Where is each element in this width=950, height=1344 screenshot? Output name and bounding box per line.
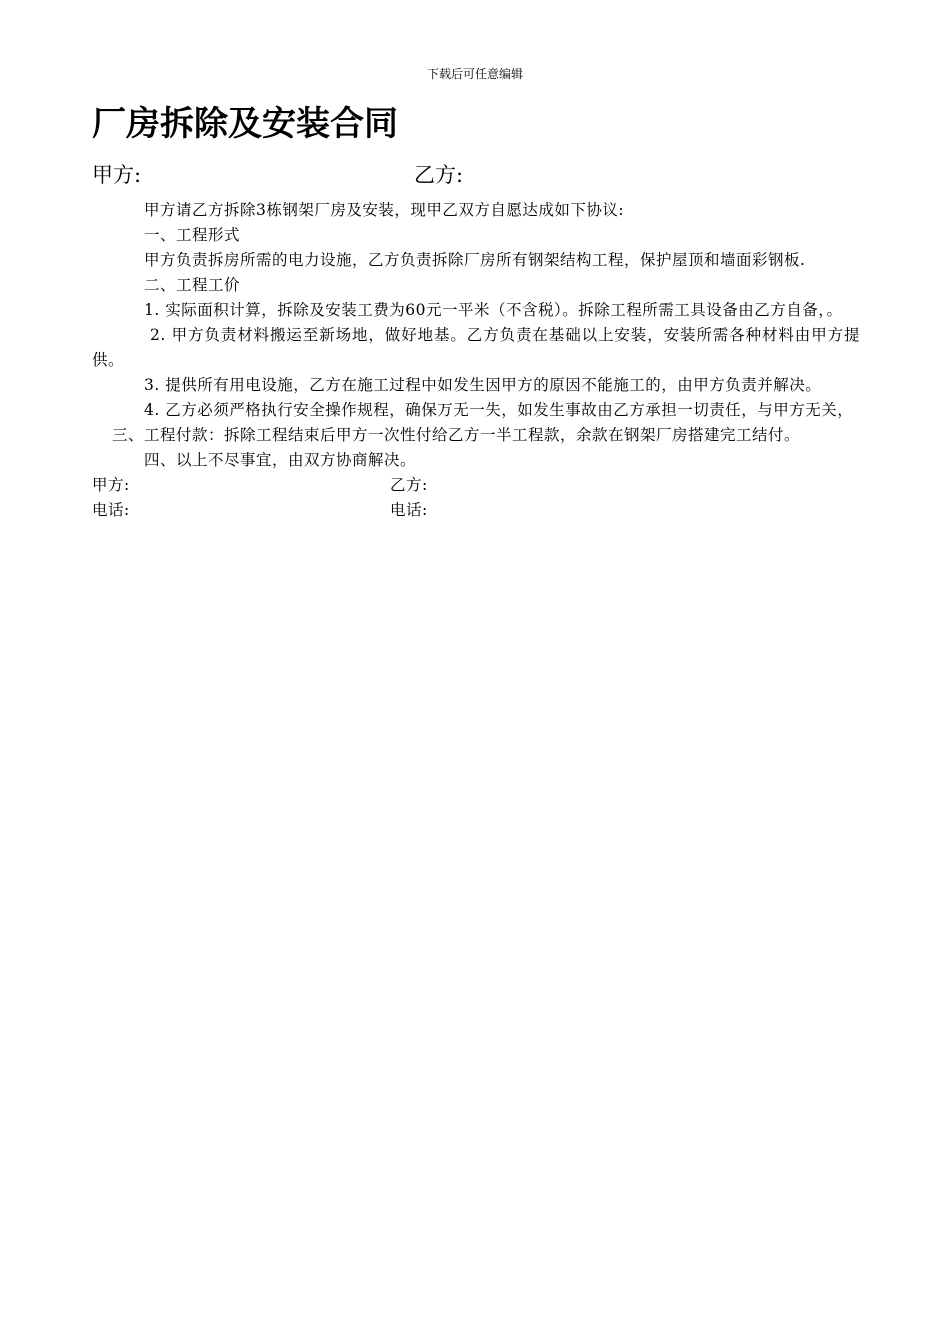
phone-row <box>92 498 860 523</box>
section-2-item-3: 3. 提供所有用电设施，乙方在施工过程中如发生因甲方的原因不能施工的，由甲方负责并解决。 <box>144 376 822 394</box>
section-2-item-2: 2. 甲方负责材料搬运至新场地，做好地基。乙方负责在基础以上安装，安装所需各种材料由甲方提供。 <box>92 326 860 369</box>
section-2-item-1: 1. 实际面积计算，拆除及安装工费为60元一平米（不含税）。拆除工程所需工具设备由乙方自备，。 <box>144 301 843 319</box>
signature-party-a: 甲方: <box>92 476 130 494</box>
party-a-label: 甲方: <box>92 163 142 187</box>
section-2-item-4: 4. 乙方必须严格执行安全操作规程，确保万无一失，如发生事故由乙方承担一切责任，与甲方无关， <box>144 401 854 419</box>
section-4: 四、以上不尽事宜，由双方协商解决。 <box>144 451 417 469</box>
signature-party-b: 乙方: <box>390 476 428 494</box>
section-1-heading: 一、工程形式 <box>144 226 241 244</box>
intro-paragraph: 甲方请乙方拆除3栋钢架厂房及安装，现甲乙双方自愿达成如下协议: <box>144 201 625 219</box>
section-1-body: 甲方负责拆房所需的电力设施，乙方负责拆除厂房所有钢架结构工程，保护屋顶和墙面彩钢板. <box>144 251 806 269</box>
header-note: 下载后可任意编辑 <box>426 67 523 81</box>
section-3: 三、工程付款：拆除工程结束后甲方一次性付给乙方一半工程款，余款在钢架厂房搭建完工结付。 <box>112 426 801 444</box>
document-title: 厂房拆除及安装合同 <box>92 104 398 144</box>
phone-party-a: 电话: <box>92 501 130 519</box>
section-2-heading: 二、工程工价 <box>144 276 241 294</box>
contract-body <box>92 198 860 523</box>
party-row <box>92 160 862 190</box>
party-b-label: 乙方: <box>414 163 464 187</box>
signature-row <box>92 473 860 498</box>
phone-party-b: 电话: <box>390 501 428 519</box>
